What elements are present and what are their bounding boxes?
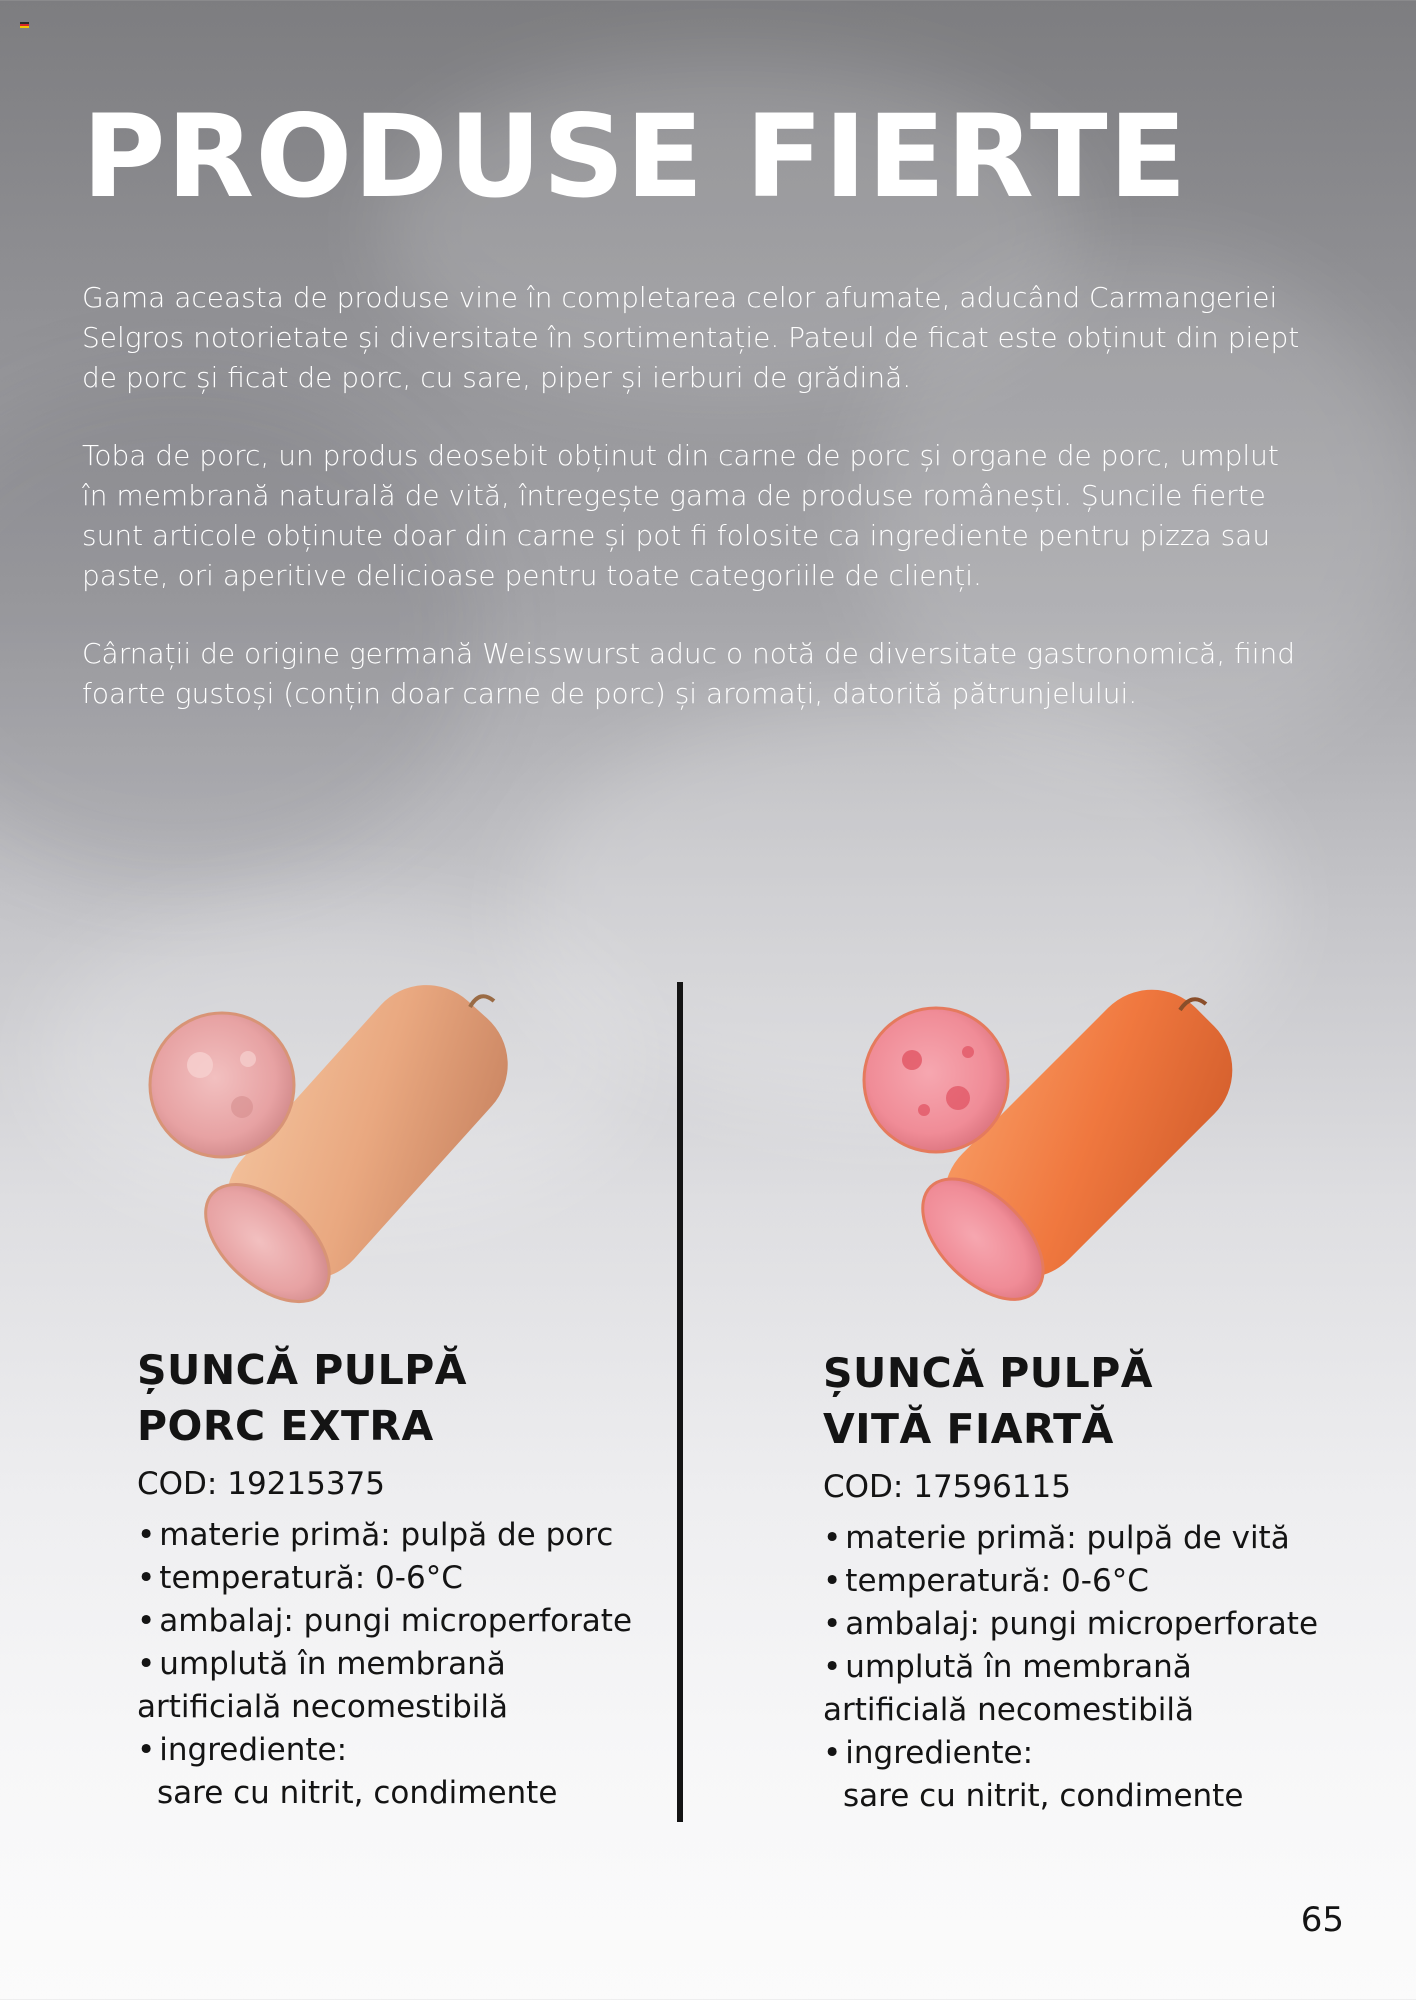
page-title: PRODUSE FIERTE	[82, 90, 1188, 223]
spec-item: • temperatură: 0-6°C	[137, 1560, 463, 1596]
spec-text: materie primă: pulpă de vită	[845, 1520, 1290, 1556]
spec-item: • ingrediente:	[137, 1732, 348, 1768]
spec-text: temperatură: 0-6°C	[159, 1560, 463, 1596]
spec-list	[823, 1517, 1318, 1818]
spec-item	[137, 1686, 632, 1729]
spec-item	[823, 1775, 1318, 1818]
spec-item: • materie primă: pulpă de porc	[137, 1517, 614, 1553]
spec-text: ambalaj: pungi microperforate	[159, 1603, 633, 1639]
product-card-beef	[823, 1345, 1318, 1818]
spec-item: • umplută în membrană	[823, 1649, 1192, 1685]
intro-paragraph: Gama aceasta de produse vine în completarea celor afumate, aducând Carmangeriei Selgros notorietate și diversitate în sortimentație. Pateul de ficat este obținut din piept de porc și ficat de porc, cu sare, piper și ierburi de grădină.	[82, 281, 1300, 394]
column-divider	[677, 982, 683, 1822]
product-name	[823, 1345, 1318, 1457]
spec-text: sare cu nitrit, condimente	[843, 1778, 1244, 1814]
spec-text: ingrediente:	[159, 1732, 348, 1768]
flag-icon	[20, 22, 29, 28]
spec-text: materie primă: pulpă de porc	[159, 1517, 614, 1553]
intro-text	[82, 278, 1312, 752]
product-name-line: ȘUNCĂ PULPĂ	[823, 1349, 1153, 1397]
product-card-pork	[137, 1342, 632, 1815]
spec-text: umplută în membrană	[845, 1649, 1192, 1685]
beef-ham-image	[850, 960, 1270, 1330]
pork-ham-image	[130, 955, 550, 1325]
spec-item: • ingrediente:	[823, 1735, 1034, 1771]
spec-item	[137, 1772, 632, 1815]
spec-text: ambalaj: pungi microperforate	[845, 1606, 1319, 1642]
page-number: 65	[1300, 1900, 1344, 1940]
spec-item: • ambalaj: pungi microperforate	[137, 1603, 633, 1639]
spec-list	[137, 1514, 632, 1815]
spec-text: temperatură: 0-6°C	[845, 1563, 1149, 1599]
spec-item: • ambalaj: pungi microperforate	[823, 1606, 1319, 1642]
spec-text: ingrediente:	[845, 1735, 1034, 1771]
product-name	[137, 1342, 632, 1454]
product-code: COD: 19215375	[137, 1466, 385, 1502]
product-name-line: PORC EXTRA	[137, 1402, 434, 1450]
spec-item: • temperatură: 0-6°C	[823, 1563, 1149, 1599]
intro-paragraph: Cârnații de origine germană Weisswurst aduc o notă de diversitate gastronomică, fiind foarte gustoși (conțin doar carne de porc) și aromați, datorită pătrunjelului.	[82, 637, 1296, 710]
spec-item: • umplută în membrană	[137, 1646, 506, 1682]
spec-text: artificială necomestibilă	[137, 1689, 508, 1725]
intro-paragraph: Toba de porc, un produs deosebit obținut din carne de porc și organe de porc, umplut în membrană naturală de vită, întregește gama de produse românești. Șuncile fierte sunt articole obținute doar din carne și pot fi folosite ca ingrediente pentru pizza sau paste, ori aperitive delicioase pentru toate categoriile de clienți.	[82, 439, 1279, 592]
spec-item	[823, 1689, 1318, 1732]
spec-text: sare cu nitrit, condimente	[157, 1775, 558, 1811]
spec-text: umplută în membrană	[159, 1646, 506, 1682]
product-code: COD: 17596115	[823, 1469, 1071, 1505]
spec-text: artificială necomestibilă	[823, 1692, 1194, 1728]
product-name-line: ȘUNCĂ PULPĂ	[137, 1346, 467, 1394]
product-name-line: VITĂ FIARTĂ	[823, 1405, 1114, 1453]
spec-item: • materie primă: pulpă de vită	[823, 1520, 1290, 1556]
